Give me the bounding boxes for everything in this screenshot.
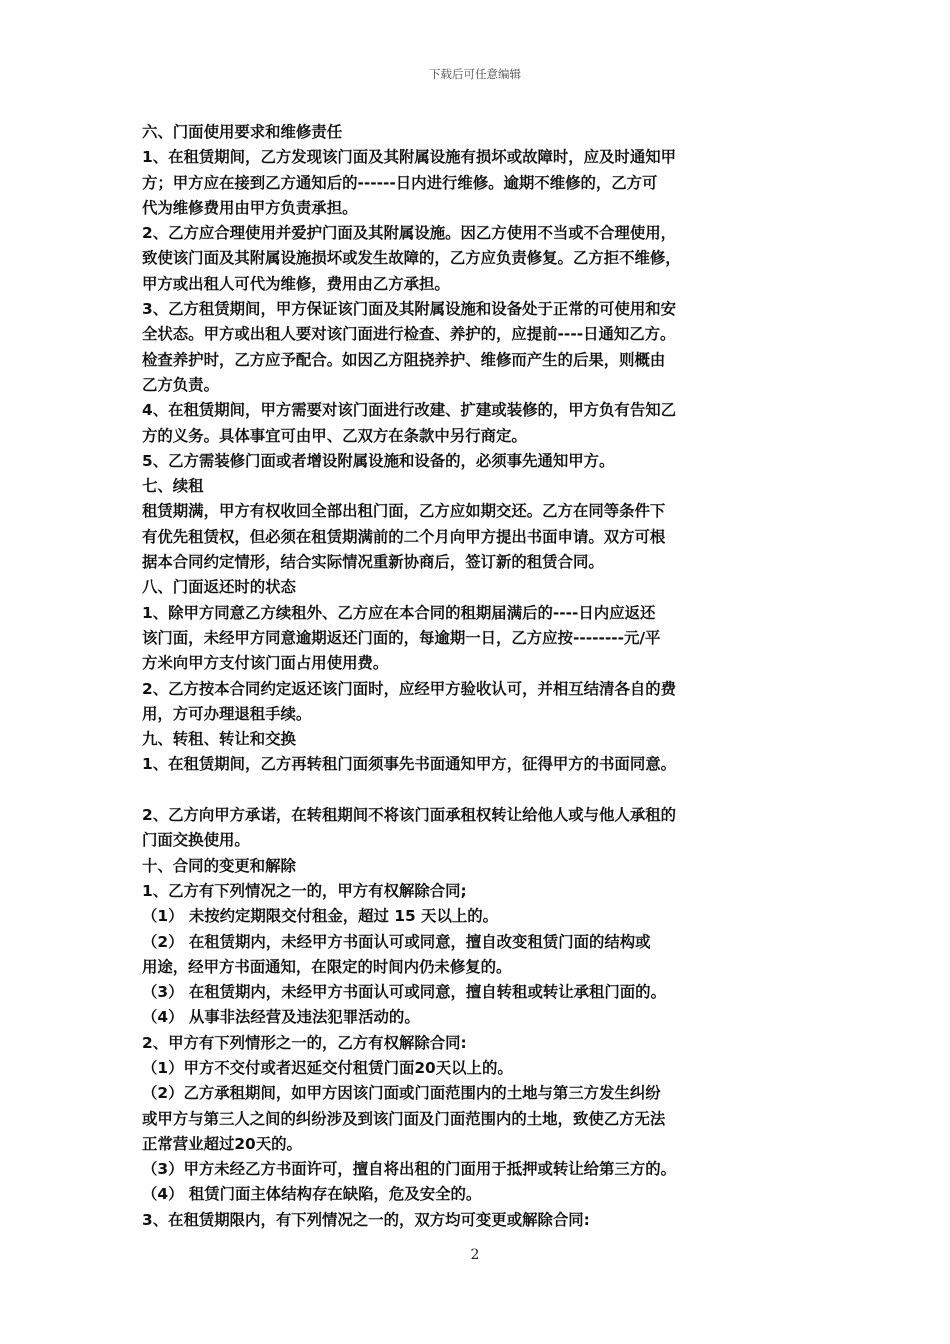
text-line: 方；甲方应在接到乙方通知后的------日内进行维修。逾期不维修的，乙方可 [142, 173, 658, 192]
text-line: 用，方可办理退租手续。 [142, 704, 312, 723]
text-line: 方的义务。具体事宜可由甲、乙双方在条款中另行商定。 [142, 426, 527, 445]
text-line: （2）乙方承租期间，如甲方因该门面或门面范围内的土地与第三方发生纠纷 [142, 1084, 661, 1103]
page-number: 2 [470, 1247, 480, 1263]
text-line: 1、在租赁期间，乙方再转租门面须事先书面通知甲方，征得甲方的书面同意。 [142, 755, 676, 774]
text-line: （1） 未按约定期限交付租金，超过 15 天以上的。 [142, 907, 499, 926]
text-line: 全状态。甲方或出租人要对该门面进行检查、养护的，应提前----日通知乙方。 [142, 325, 676, 344]
text-line: 致使该门面及其附属设施损坏或发生故障的，乙方应负责修复。乙方拒不维修， [142, 249, 681, 268]
text-line: 用途，经甲方书面通知，在限定的时间内仍未修复的。 [142, 957, 512, 976]
text-line: 1、在租赁期间，乙方发现该门面及其附属设施有损坏或故障时，应及时通知甲 [142, 148, 676, 167]
text-line: 甲方或出租人可代为维修，费用由乙方承担。 [142, 274, 450, 293]
text-line: 据本合同约定情形，结合实际情况重新协商后，签订新的租赁合同。 [142, 553, 604, 572]
text-line: 七、续租 [142, 477, 204, 496]
text-line: （2） 在租赁期内，未经甲方书面认可或同意，擅自改变租赁门面的结构或 [142, 932, 651, 951]
text-line: 六、门面使用要求和维修责任 [142, 123, 343, 141]
text-line: 十、合同的变更和解除 [142, 856, 296, 875]
text-line: 该门面，未经甲方同意逾期返还门面的，每逾期一日，乙方应按--------元/平 [142, 628, 661, 647]
text-line: 代为维修费用由甲方负责承担。 [142, 198, 358, 217]
text-line: （4） 从事非法经营及违法犯罪活动的。 [142, 1008, 420, 1027]
text-line: （3） 在租赁期内，未经甲方书面认可或同意，擅自转租或转让承租门面的。 [142, 983, 666, 1002]
text-line: 3、在租赁期限内，有下列情况之一的，双方均可变更或解除合同: [142, 1210, 590, 1229]
text-line: 八、门面返还时的状态 [142, 578, 296, 597]
text-line [142, 778, 812, 803]
text-line: 九、转租、转让和交换 [142, 730, 296, 749]
text-line: （1）甲方不交付或者迟延交付租赁门面20天以上的。 [142, 1058, 513, 1077]
text-line: 2、乙方向甲方承诺，在转租期间不将该门面承租权转让给他人或与他人承租的 [142, 806, 676, 825]
text-line: 1、乙方有下列情况之一的，甲方有权解除合同; [142, 881, 467, 900]
text-line: 5、乙方需装修门面或者增设附属设施和设备的，必须事先通知甲方。 [142, 451, 615, 470]
text-line: 2、乙方按本合同约定返还该门面时，应经甲方验收认可，并相互结清各自的费 [142, 679, 676, 698]
page-header-note: 下载后可任意编辑 [429, 67, 521, 81]
text-line: 4、在租赁期间，甲方需要对该门面进行改建、扩建或装修的，甲方负有告知乙 [142, 401, 676, 420]
text-line: 门面交换使用。 [142, 831, 250, 850]
document-body [142, 120, 812, 1233]
text-line: 2、甲方有下列情形之一的，乙方有权解除合同: [142, 1033, 467, 1052]
text-line: 租赁期满，甲方有权收回全部出租门面，乙方应如期交还。乙方在同等条件下 [142, 502, 666, 521]
text-line: 2、乙方应合理使用并爱护门面及其附属设施。因乙方使用不当或不合理使用， [142, 224, 676, 243]
text-line: 3、乙方租赁期间，甲方保证该门面及其附属设施和设备处于正常的可使用和安 [142, 300, 676, 319]
text-line: 或甲方与第三人之间的纠纷涉及到该门面及门面范围内的土地，致使乙方无法 [142, 1109, 666, 1128]
text-line: 有优先租赁权，但必须在租赁期满前的二个月向甲方提出书面申请。双方可根 [142, 527, 666, 546]
text-line: 方米向甲方支付该门面占用使用费。 [142, 654, 389, 673]
text-line: （4） 租赁门面主体结构存在缺陷，危及安全的。 [142, 1185, 482, 1204]
text-line: 乙方负责。 [142, 375, 219, 394]
text-line: 正常营业超过20天的。 [142, 1134, 302, 1153]
text-line: （3）甲方未经乙方书面许可，擅自将出租的门面用于抵押或转让给第三方的。 [142, 1160, 676, 1179]
text-line: 1、除甲方同意乙方续租外、乙方应在本合同的租期届满后的----日内应返还 [142, 603, 656, 622]
text-line: 检查养护时，乙方应予配合。如因乙方阻挠养护、维修而产生的后果，则概由 [142, 350, 666, 369]
